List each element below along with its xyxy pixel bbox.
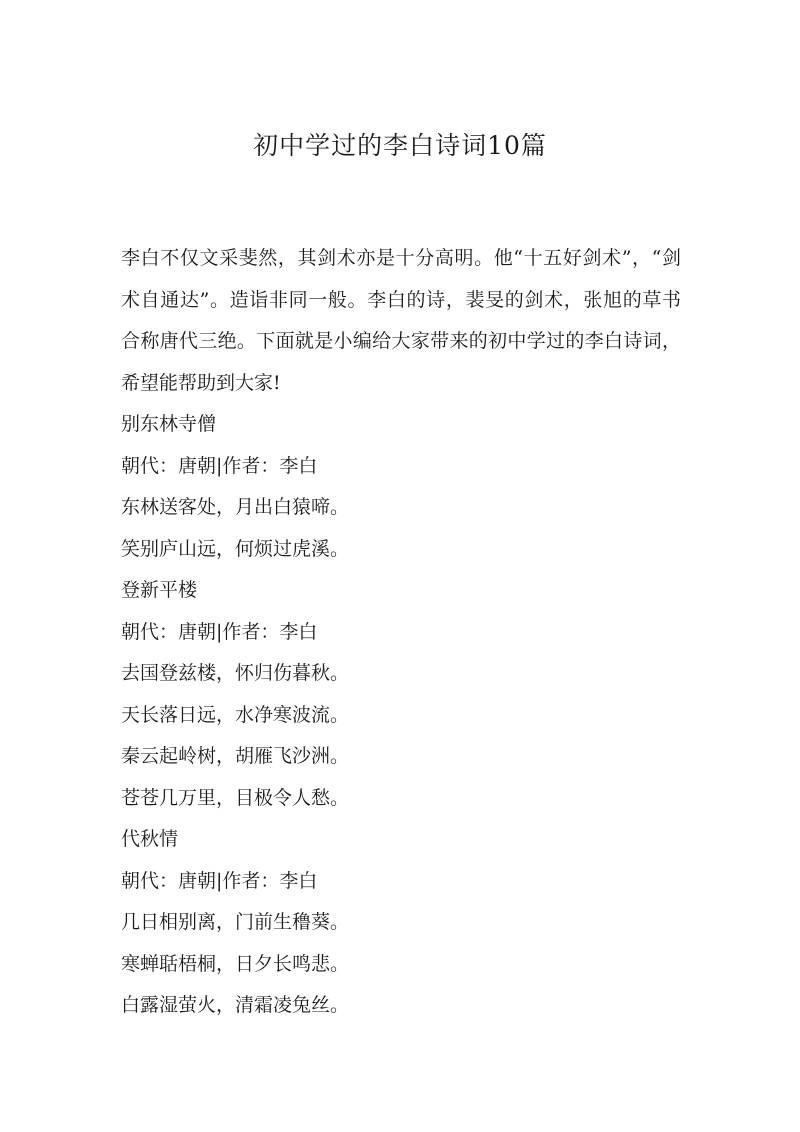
document-body: [121, 238, 681, 1027]
poem-title-line: 代秋情: [121, 828, 179, 850]
poem-verse-line: 笑别庐山远，何烦过虎溪。: [121, 537, 350, 560]
poem-meta-line: 朝代：唐朝|作者：李白: [121, 869, 318, 892]
poem-meta-line: 朝代：唐朝|作者：李白: [121, 620, 318, 643]
poem-meta-line: 朝代：唐朝|作者：李白: [121, 454, 318, 477]
intro-paragraph: 李白不仅文采斐然，其剑术亦是十分高明。他“十五好剑术”，“剑术自通达”。造诣非同一般。李白的诗，裴旻的剑术，张旭的草书合称唐代三绝。下面就是小编给大家带来的初中学过的李白诗词，希望能帮助到大家!: [121, 247, 681, 394]
poem-title-line: 登新平楼: [121, 579, 198, 601]
poem-lines: [121, 404, 681, 1027]
poem-verse-line: 天长落日远，水净寒波流。: [121, 703, 350, 726]
poem-verse-line: 几日相别离，门前生穞葵。: [121, 911, 350, 933]
poem-verse-line: 寒蝉聒梧桐，日夕长鸣悲。: [121, 952, 350, 975]
poem-verse-line: 去国登兹楼，怀归伤暮秋。: [121, 662, 350, 684]
page-title: 初中学过的李白诗词10篇: [253, 131, 547, 160]
poem-verse-line: 苍苍几万里，目极令人愁。: [121, 786, 350, 809]
poem-verse-line: 东林送客处，月出白猿啼。: [121, 496, 350, 518]
poem-title-line: 别东林寺僧: [121, 413, 217, 435]
poem-verse-line: 白露湿萤火，清霜凌兔丝。: [121, 994, 350, 1016]
poem-verse-line: 秦云起岭树，胡雁飞沙洲。: [121, 745, 350, 767]
